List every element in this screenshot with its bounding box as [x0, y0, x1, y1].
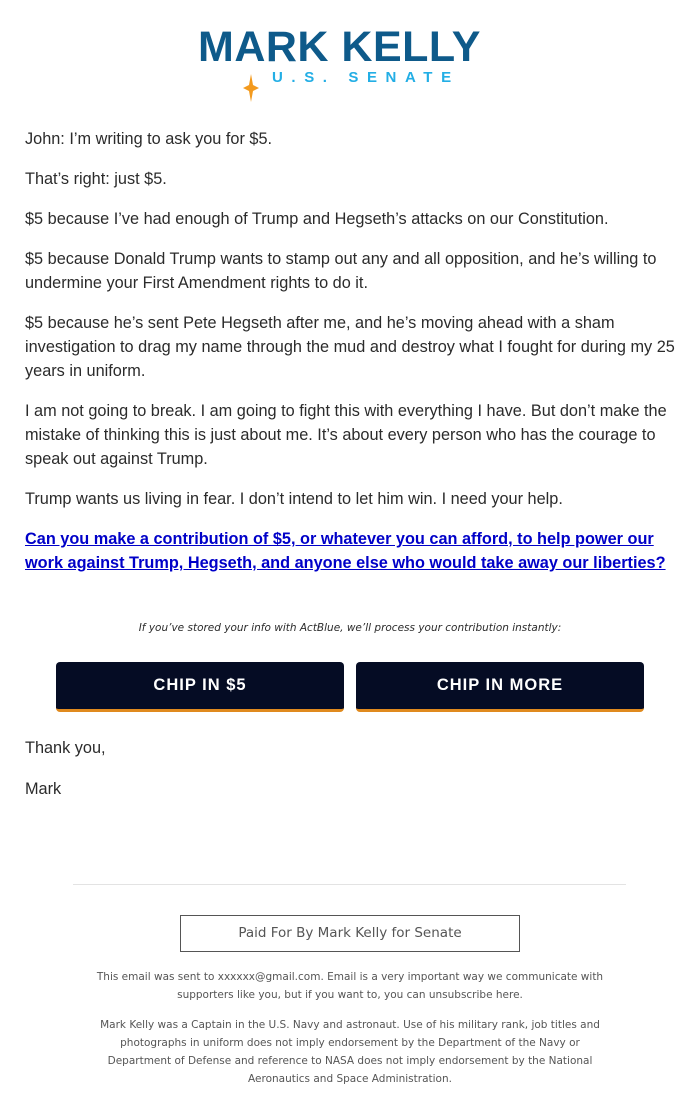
- body-paragraph: $5 because I’ve had enough of Trump and Hegseth’s attacks on our Constitution.: [25, 210, 609, 228]
- closing-text: Thank you,: [25, 739, 106, 757]
- body-paragraph: I am not going to break. I am going to fight this with everything I have. But don’t make the mistake of thinking this is just about me. It’s about every person who has the courage to speak out against Trump.: [25, 402, 667, 468]
- email-notice: [90, 968, 610, 1004]
- campaign-logo: [0, 23, 700, 90]
- body-paragraph: $5 because Donald Trump wants to stamp out any and all opposition, and he’s willing to undermine your First Amendment rights to do it.: [25, 250, 657, 292]
- paid-for-box: Paid For By Mark Kelly for Senate: [180, 915, 520, 952]
- email-notice-suffix: .: [519, 989, 523, 1001]
- footer-divider: [73, 884, 626, 885]
- body-paragraph: John: I’m writing to ask you for $5.: [25, 130, 273, 148]
- actblue-note: If you’ve stored your info with ActBlue, we’ll process your contribution instantly:: [138, 622, 562, 634]
- body-paragraph: $5 because he’s sent Pete Hegseth after me, and he’s moving ahead with a sham investigation to drag my name through the mud and destroy what I fought for during my 25 years in uniform.: [25, 314, 675, 380]
- email-body: [25, 127, 675, 575]
- body-paragraph: Trump wants us living in fear. I don’t intend to let him win. I need your help.: [25, 490, 563, 508]
- logo-subtitle: U.S. SENATE: [272, 69, 460, 86]
- signature-name: Mark: [25, 780, 62, 798]
- endorsement-disclaimer: Mark Kelly was a Captain in the U.S. Navy and astronaut. Use of his military rank, job titles and photographs in uniform does not imply endorsement by the Department of the Navy or Department of Defense and reference to NASA does not imply endorsement by the National Aeronautics and Space Administration.: [100, 1019, 600, 1085]
- chip-in-more-button[interactable]: CHIP IN MORE: [356, 662, 644, 712]
- contribution-link[interactable]: Can you make a contribution of $5, or whatever you can afford, to help power our work against Trump, Hegseth, and anyone else who would take away our liberties?: [25, 530, 666, 572]
- signoff: [25, 736, 425, 818]
- email-notice-prefix: This email was sent to: [96, 971, 218, 983]
- body-paragraph: That’s right: just $5.: [25, 170, 167, 188]
- star-icon: [243, 74, 259, 102]
- email-notice-middle: . Email is a very important way we communicate with supporters like you, but if you want to, you can: [177, 971, 604, 1001]
- recipient-email: xxxxxx@gmail.com: [217, 971, 321, 983]
- logo-name: MARK KELLY: [198, 23, 481, 71]
- unsubscribe-link[interactable]: unsubscribe here: [428, 989, 520, 1001]
- chip-in-5-button[interactable]: CHIP IN $5: [56, 662, 344, 712]
